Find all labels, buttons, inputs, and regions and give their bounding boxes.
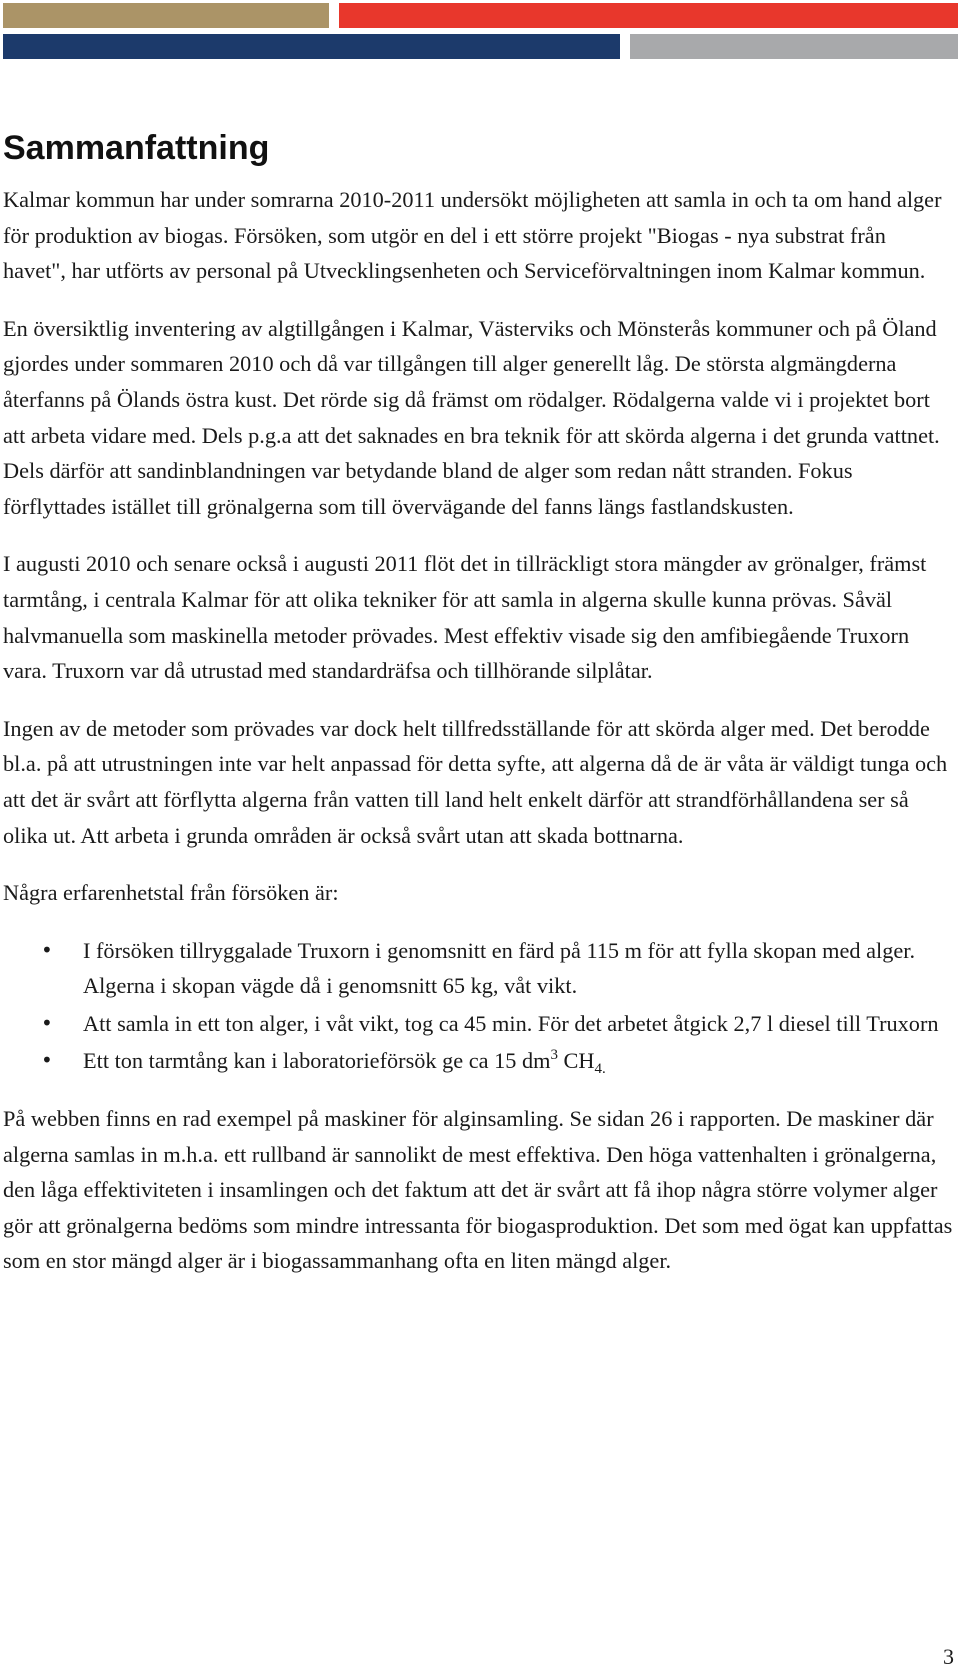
list-item [3, 1043, 953, 1079]
superscript-exponent: 3 [550, 1047, 558, 1064]
list-item-text [83, 1047, 606, 1078]
paragraph-closing: På webben finns en rad exempel på maskiner för alginsamling. Se sidan 26 i rapporten. De maskiner där algerna samlas in m.h.a. ett rullband är sannolikt de mest effektiva. Den höga vattenhalten i grönalgerna, den låga effektiviteten i insamlingen och det faktum att det är svårt att få ihop några större volymer alger gör att grönalgerna bedöms som mindre intressanta för biogasproduktion. Det som med ögat kan uppfattas som en stor mängd alger är i biogassammanhang ofta en liten mängd alger. [3, 1106, 953, 1274]
header-bar-navy [3, 34, 620, 59]
list-item-text: I försöken tillryggalade Truxorn i genomsnitt en färd på 115 m för att fylla skopan med alger. Algerna i skopan vägde då i genomsnitt 65 kg, våt vikt. [83, 937, 916, 999]
bullet-icon: • [41, 1048, 53, 1073]
page-number: 3 [943, 1644, 954, 1669]
list-item [3, 1006, 953, 1042]
header-bar-gray [630, 34, 958, 59]
header-bar-red [339, 3, 958, 28]
subscript-index: 4. [594, 1061, 606, 1078]
bullet-icon: • [41, 1010, 53, 1035]
list-item [3, 933, 953, 1004]
paragraph-experience-intro: Några erfarenhetstal från försöken är: [3, 880, 339, 906]
list-item-text-formula: CH [557, 1048, 595, 1074]
experience-list [3, 933, 953, 1079]
paragraph-inventory: En översiktlig inventering av algtillgången i Kalmar, Västerviks och Mönsterås kommuner och på Öland gjordes under sommaren 2010 och då var tillgången till alger generellt låg. De största algmängderna återfanns på Ölands östra kust. Det rörde sig då främst om rödalger. Rödalgerna valde vi i projektet bort att arbeta vidare med. Dels p.g.a att det saknades en bra teknik för att skörda algerna i det grunda vattnet. Dels därför att sandinblandningen var betydande bland de alger som redan nått stranden. Fokus förflyttades istället till grönalgerna som till övervägande del fanns längs fastlandskusten. [3, 315, 940, 519]
paragraph-trials: I augusti 2010 och senare också i augusti 2011 flöt det in tillräckligt stora mängder av grönalger, främst tarmtång, i centrala Kalmar för att olika tekniker för att samla in algerna skulle kunna prövas. Såväl halvmanuella som maskinella metoder prövades. Mest effektiv visade sig den amfibiegående Truxorn vara. Truxorn var då utrustad med standardräfsa och tillhörande silplåtar. [3, 551, 927, 684]
list-item-text: Att samla in ett ton alger, i våt vikt, tog ca 45 min. För det arbetet åtgick 2,7 l diesel till Truxorn [83, 1010, 939, 1036]
list-item-text-main: Ett ton tarmtång kan i laboratorieförsök ge ca 15 dm [83, 1048, 551, 1074]
paragraph-methods: Ingen av de metoder som prövades var dock helt tillfredsställande för att skörda alger med. Det berodde bl.a. på att utrustningen inte var helt anpassad för detta syfte, att algerna då de är våta är väldigt tunga och att det är svårt att förflytta algerna från vatten till land helt enkelt därför att strandförhållandena ser så olika ut. Att arbeta i grunda områden är också svårt utan att skada bottnarna. [3, 715, 948, 848]
bullet-icon: • [41, 937, 53, 962]
document-body [3, 182, 953, 1301]
header-bar-tan [3, 3, 329, 28]
page-title: Sammanfattning [3, 129, 270, 167]
paragraph-intro: Kalmar kommun har under somrarna 2010-2011 undersökt möjligheten att samla in och ta om hand alger för produktion av biogas. Försöken, som utgör en del i ett större projekt "Biogas - nya substrat från havet", har utförts av personal på Utvecklingsenheten och Serviceförvaltningen inom Kalmar kommun. [3, 187, 942, 284]
